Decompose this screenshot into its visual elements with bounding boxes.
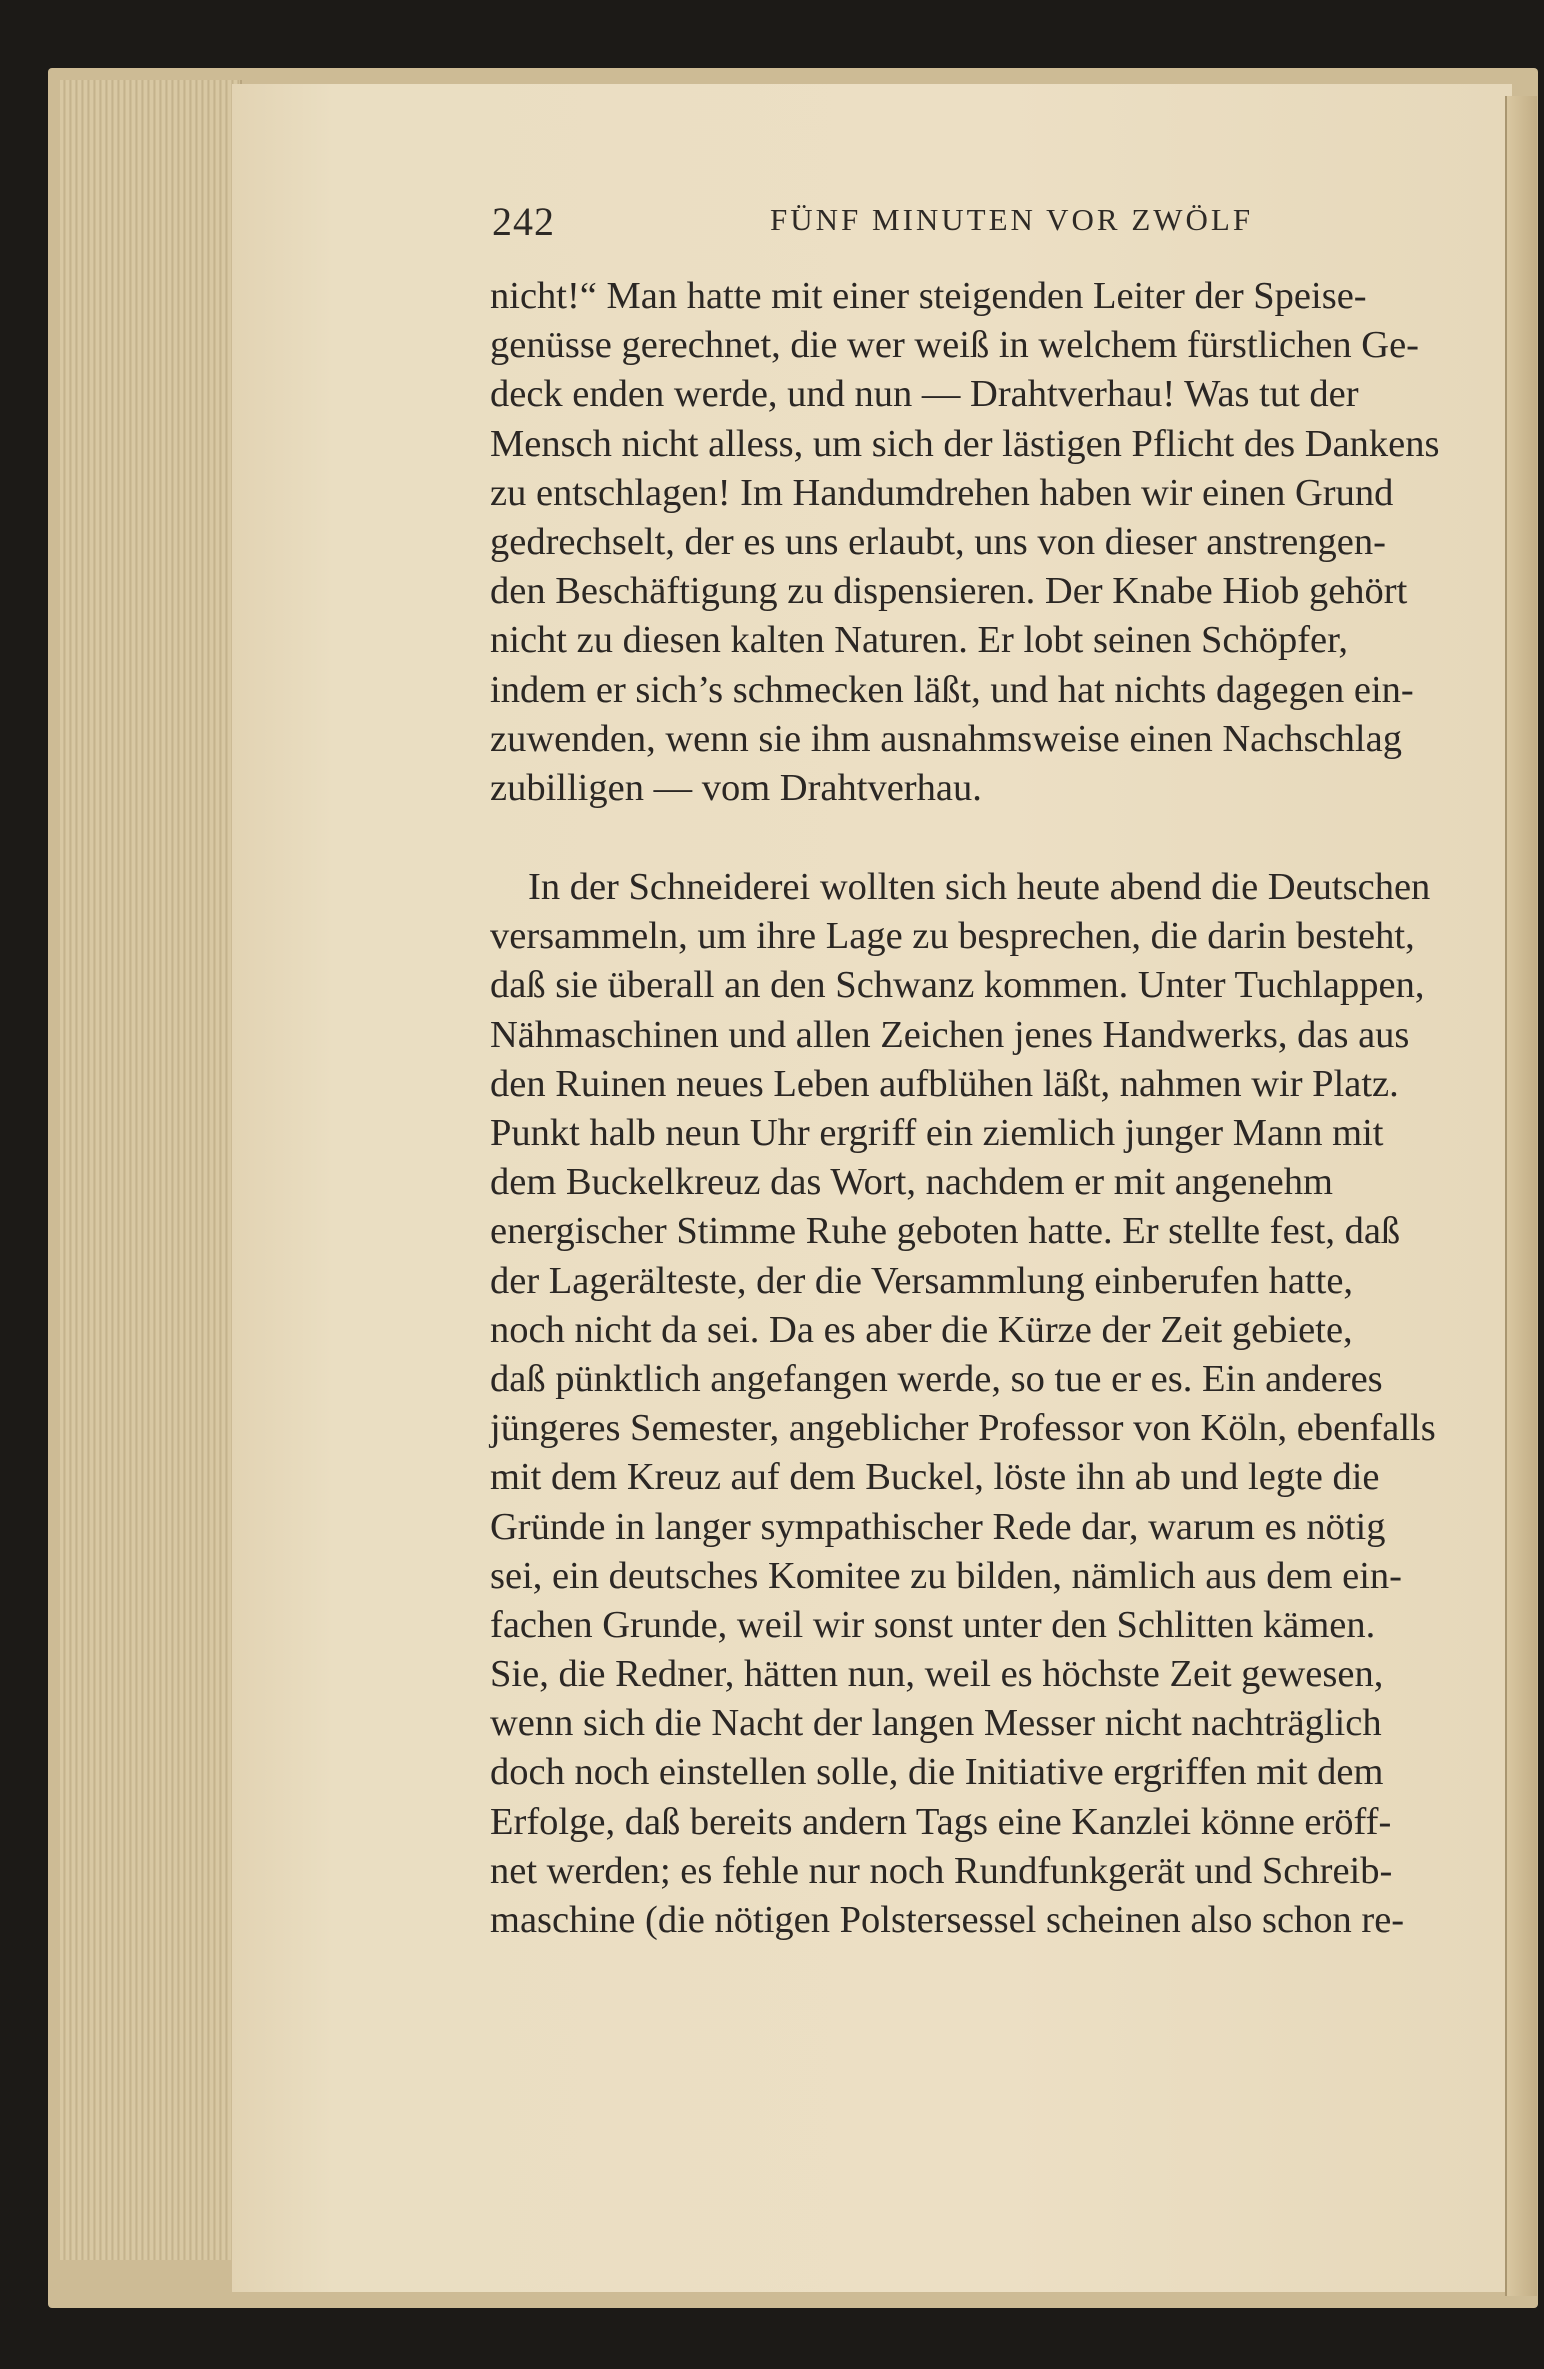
paragraph-1 — [490, 272, 1495, 813]
text-line: doch noch einstellen solle, die Initiative ergriffen mit dem — [490, 1751, 1384, 1794]
text-line: zu entschlagen! Im Handumdrehen haben wir einen Grund — [490, 471, 1394, 514]
text-line: versammeln, um ihre Lage zu besprechen, die darin besteht, — [490, 915, 1415, 958]
text-line: daß sie überall an den Schwanz kommen. Unter Tuchlappen, — [490, 964, 1425, 1007]
body-text — [490, 272, 1495, 1945]
text-line: fachen Grunde, weil wir sonst unter den Schlitten kämen. — [490, 1603, 1376, 1646]
text-line: zuwenden, wenn sie ihm ausnahmsweise einen Nachschlag — [490, 717, 1402, 760]
page-number: 242 — [492, 199, 555, 244]
text-line: Nähmaschinen und allen Zeichen jenes Handwerks, das aus — [490, 1013, 1410, 1056]
text-line: den Beschäftigung zu dispensieren. Der Knabe Hiob gehört — [490, 570, 1408, 613]
text-line: mit dem Kreuz auf dem Buckel, löste ihn ab und legte die — [490, 1456, 1380, 1499]
text-line: jüngeres Semester, angeblicher Professor von Köln, ebenfalls — [490, 1407, 1436, 1450]
running-head: FÜNF MINUTEN VOR ZWÖLF — [770, 202, 1254, 237]
text-line: energischer Stimme Ruhe geboten hatte. Er stellte fest, daß — [490, 1210, 1401, 1253]
text-line: Gründe in langer sympathischer Rede dar, warum es nötig — [490, 1505, 1386, 1548]
text-line: deck enden werde, und nun — Drahtverhau! Was tut der — [490, 373, 1359, 416]
book-spine — [1505, 96, 1537, 2296]
text-line: gedrechselt, der es uns erlaubt, uns von dieser anstrengen- — [490, 520, 1386, 563]
text-line: zubilligen — vom Drahtverhau. — [490, 766, 982, 809]
text-line: noch nicht da sei. Da es aber die Kürze der Zeit gebiete, — [490, 1308, 1353, 1351]
text-line: Erfolge, daß bereits andern Tags eine Kanzlei könne eröff- — [490, 1800, 1392, 1843]
text-line: Mensch nicht alless, um sich der lästigen Pflicht des Dankens — [490, 422, 1440, 465]
text-line: sei, ein deutsches Komitee zu bilden, nämlich aus dem ein- — [490, 1554, 1402, 1597]
paragraph-2 — [490, 863, 1495, 1945]
text-line: nicht!“ Man hatte mit einer steigenden Leiter der Speise- — [490, 275, 1367, 317]
text-line: Punkt halb neun Uhr ergriff ein ziemlich junger Mann mit — [490, 1112, 1384, 1154]
text-line: maschine (die nötigen Polstersessel scheinen also schon re- — [490, 1899, 1405, 1941]
page-header — [492, 198, 1502, 258]
page-edges — [60, 80, 242, 2260]
paragraph-gap — [490, 813, 1495, 863]
text-line: daß pünktlich angefangen werde, so tue er es. Ein anderes — [490, 1357, 1383, 1400]
text-line: Sie, die Redner, hätten nun, weil es höchste Zeit gewesen, — [490, 1653, 1384, 1696]
text-line: wenn sich die Nacht der langen Messer nicht nachträglich — [490, 1702, 1382, 1745]
text-line: den Ruinen neues Leben aufblühen läßt, nahmen wir Platz. — [490, 1062, 1399, 1105]
text-line: net werden; es fehle nur noch Rundfunkgerät und Schreib- — [490, 1849, 1393, 1892]
text-line: nicht zu diesen kalten Naturen. Er lobt seinen Schöpfer, — [490, 619, 1349, 662]
text-line: dem Buckelkreuz das Wort, nachdem er mit angenehm — [490, 1161, 1333, 1204]
text-line: In der Schneiderei wollten sich heute abend die Deutschen — [528, 866, 1431, 909]
text-line: genüsse gerechnet, die wer weiß in welchem fürstlichen Ge- — [490, 324, 1419, 367]
text-line: der Lagerälteste, der die Versammlung einberufen hatte, — [490, 1259, 1354, 1302]
text-line: indem er sich’s schmecken läßt, und hat nichts dagegen ein- — [490, 668, 1414, 711]
